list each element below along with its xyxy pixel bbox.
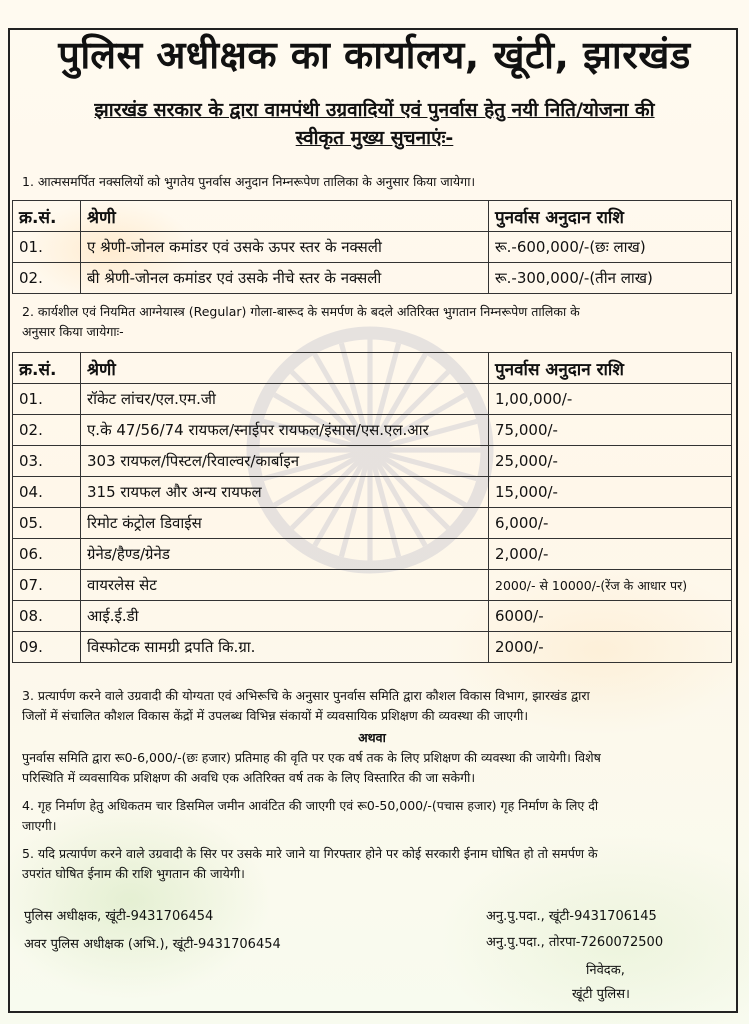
contact-asp: अवर पुलिस अधीक्षक (अभि.), खूंटी-9431706454 <box>24 937 281 952</box>
contact-sp: पुलिस अधीक्षक, खूंटी-9431706454 <box>24 909 214 924</box>
table-row <box>13 508 732 539</box>
row-amount: 1,00,000/- <box>489 384 732 415</box>
row-serial: 03. <box>13 446 81 477</box>
subtitle-line-1: झारखंड सरकार के द्वारा वामपंथी उग्रवादियों एवं पुनर्वास हेतु नयी निति/योजना की <box>94 99 655 121</box>
rehab-grant-table <box>12 200 732 294</box>
col-serial: क्र.सं. <box>13 201 81 232</box>
section-1-intro: 1. आत्मसमर्पित नक्सलियों को भुगतेय पुनर्वास अनुदान निम्नरूपेण तालिका के अनुसार किया जायेगा। <box>22 174 476 189</box>
table-row <box>13 539 732 570</box>
table-row <box>13 632 732 663</box>
note-3-line-1: 3. प्रत्यार्पण करने वाले उग्रवादी की योग्यता एवं अभिरूचि के अनुसार पुनर्वास समिति द्वारा कौशल विकास विभाग, झारखंड द्वारा <box>22 688 590 703</box>
row-category: बी श्रेणी-जोनल कमांडर एवं उसके नीचे स्तर के नक्सली <box>81 263 489 294</box>
note-alt-line-1: पुनर्वास समिति द्वारा रू0-6,000/-(छः हजार) प्रतिमाह की वृति पर एक वर्ष तक के लिए प्रशिक्षण की व्यवस्था की जायेगी। विशेष <box>22 750 601 765</box>
table-row <box>13 384 732 415</box>
row-serial: 07. <box>13 570 81 601</box>
row-serial: 04. <box>13 477 81 508</box>
note-3 <box>22 686 722 726</box>
section-2-intro <box>22 302 722 342</box>
table-row <box>13 446 732 477</box>
note-4-line-1: 4. गृह निर्माण हेतु अधिकतम चार डिसमिल जमीन आवंटित की जाएगी एवं रू0-50,000/-(पचास हजार) गृह निर्माण के लिए दी <box>22 798 599 813</box>
signature-khunti-police: खूंटी पुलिस। <box>572 987 630 1002</box>
row-serial: 05. <box>13 508 81 539</box>
col-category: श्रेणी <box>81 353 489 384</box>
row-category: रिमोट कंट्रोल डिवाईस <box>81 508 489 539</box>
row-amount: 6000/- <box>489 601 732 632</box>
row-serial: 08. <box>13 601 81 632</box>
note-4-line-2: जाएगी। <box>22 818 57 833</box>
row-amount: 15,000/- <box>489 477 732 508</box>
note-5 <box>22 844 722 884</box>
row-serial: 02. <box>13 415 81 446</box>
row-amount: रू.-600,000/-(छः लाख) <box>489 232 732 263</box>
note-5-line-2: उपरांत घोषित ईनाम की राशि भुगतान की जायेगी। <box>22 866 245 881</box>
row-amount: 2000/- <box>489 632 732 663</box>
athva-label: अथवा <box>358 730 386 745</box>
section-2-intro-line-1: 2. कार्यशील एवं नियमित आग्नेयास्त्र (Regular) गोला-बारूद के समर्पण के बदले अतिरिक्त भुगतान निम्नरूपेण तालिका के <box>22 304 580 319</box>
row-serial: 01. <box>13 384 81 415</box>
row-amount: 25,000/- <box>489 446 732 477</box>
row-amount: 2000/- से 10000/-(रेंज के आधार पर) <box>489 570 732 601</box>
table-header-row <box>13 353 732 384</box>
row-category: आई.ई.डी <box>81 601 489 632</box>
table-row <box>13 601 732 632</box>
col-amount: पुनर्वास अनुदान राशि <box>489 353 732 384</box>
note-alt-line-2: परिस्थिति में व्यवसायिक प्रशिक्षण की अवधि एक अतिरिक्त वर्ष तक के लिए विस्तारित की जा सकेगी। <box>22 770 476 785</box>
note-5-line-1: 5. यदि प्रत्यार्पण करने वाले उग्रवादी के सिर पर उसके मारे जाने या गिरफ्तार होने पर कोई सरकारी ईनाम घोषित हो तो समर्पण के <box>22 846 598 861</box>
row-category: रॉकेट लांचर/एल.एम.जी <box>81 384 489 415</box>
col-amount: पुनर्वास अनुदान राशि <box>489 201 732 232</box>
row-serial: 02. <box>13 263 81 294</box>
row-serial: 01. <box>13 232 81 263</box>
page-subtitle <box>0 96 749 152</box>
table-row <box>13 570 732 601</box>
row-category: 315 रायफल और अन्य रायफल <box>81 477 489 508</box>
weapons-payment-table <box>12 352 732 663</box>
row-category: विस्फोटक सामग्री द्रपति कि.ग्रा. <box>81 632 489 663</box>
col-category: श्रेणी <box>81 201 489 232</box>
row-serial: 09. <box>13 632 81 663</box>
row-amount: 2,000/- <box>489 539 732 570</box>
table-header-row <box>13 201 732 232</box>
row-category: ग्रेनेड/हैण्ड/ग्रेनेड <box>81 539 489 570</box>
row-serial: 06. <box>13 539 81 570</box>
note-4 <box>22 796 722 836</box>
table-row <box>13 415 732 446</box>
row-category: 303 रायफल/पिस्टल/रिवाल्वर/कार्बाइन <box>81 446 489 477</box>
note-3-line-2: जिलों में संचालित कौशल विकास केंद्रों में उपलब्ध विभिन्न संकायों में व्यवसायिक प्रशिक्षण की व्यवस्था की जाएगी। <box>22 708 529 723</box>
row-amount: 75,000/- <box>489 415 732 446</box>
row-amount: 6,000/- <box>489 508 732 539</box>
row-amount: रू.-300,000/-(तीन लाख) <box>489 263 732 294</box>
section-2-intro-line-2: अनुसार किया जायेगाः- <box>22 324 124 339</box>
signature-nivedak: निवेदक, <box>586 963 625 978</box>
table-row <box>13 232 732 263</box>
row-category: ए श्रेणी-जोनल कमांडर एवं उसके ऊपर स्तर के नक्सली <box>81 232 489 263</box>
page-title: पुलिस अधीक्षक का कार्यालय, खूंटी, झारखंड <box>58 33 691 77</box>
table-row <box>13 263 732 294</box>
row-category: वायरलेस सेट <box>81 570 489 601</box>
row-category: ए.के 47/56/74 रायफल/स्नाईपर रायफल/इंसास/एस.एल.आर <box>81 415 489 446</box>
note-alternative <box>22 748 722 788</box>
contact-sdpo-torpa: अनु.पु.पदा., तोरपा-7260072500 <box>486 935 664 950</box>
table-row <box>13 477 732 508</box>
col-serial: क्र.सं. <box>13 353 81 384</box>
contact-sdpo-khunti: अनु.पु.पदा., खूंटी-9431706145 <box>486 909 657 924</box>
subtitle-line-2: स्वीकृत मुख्य सुचनाएंः- <box>295 127 454 149</box>
